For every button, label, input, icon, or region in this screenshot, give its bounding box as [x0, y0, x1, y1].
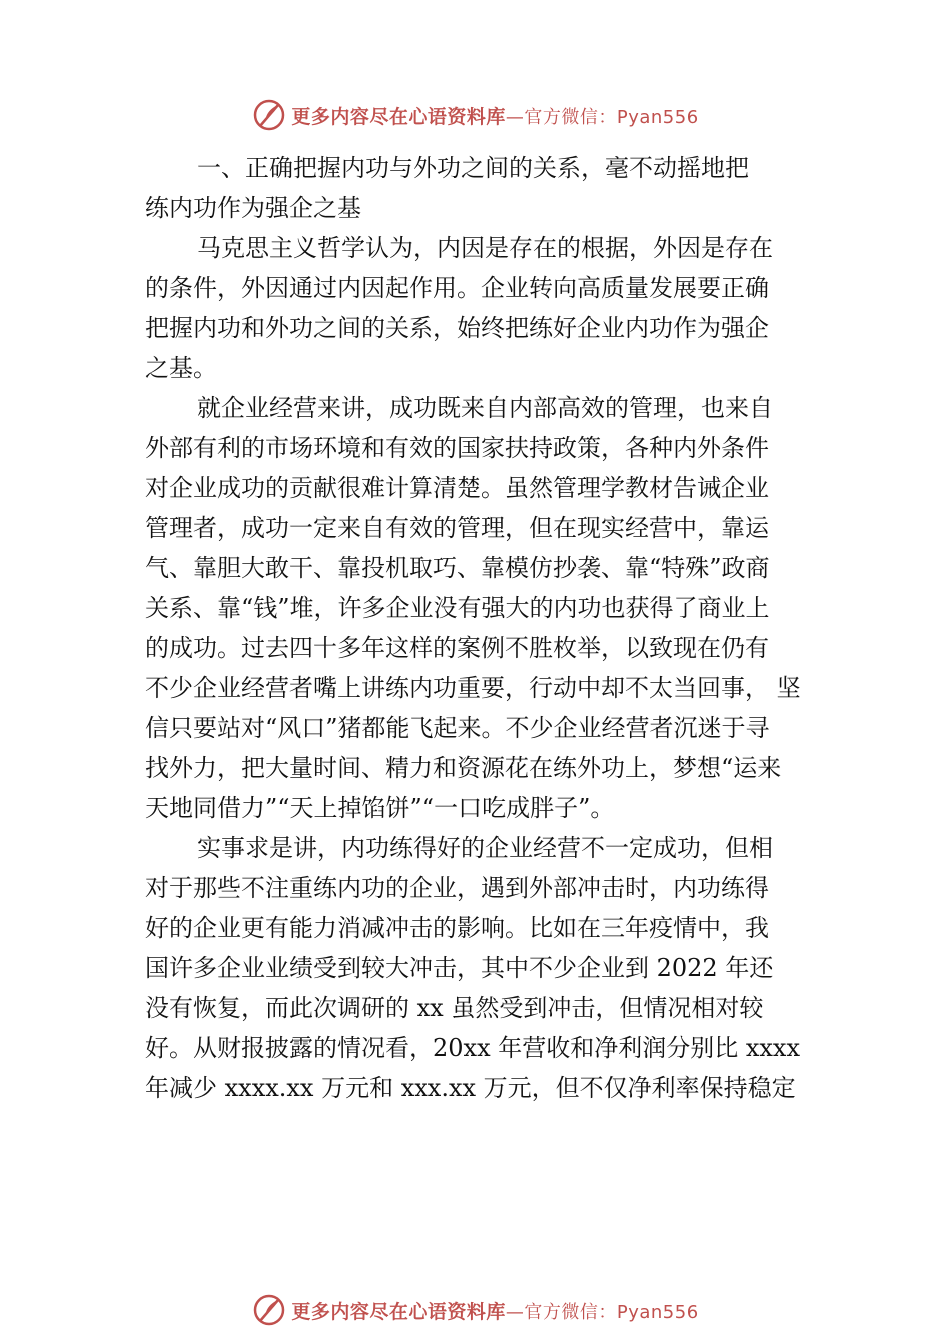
- text-line: 就企业经营来讲，成功既来自内部高效的管理，也来自: [197, 394, 773, 422]
- footer-banner: [0, 1290, 950, 1330]
- banner-title-text: 更多内容尽在心语资料库: [291, 1300, 506, 1323]
- banner-title: [291, 102, 698, 129]
- text-line: 天地同借力”“天上掉馅饼”“一口吃成胖子”。: [145, 794, 615, 822]
- banner-title-text: 更多内容尽在心语资料库: [291, 105, 506, 128]
- header-banner: [0, 95, 950, 135]
- text-line: 的条件，外因通过内因起作用。企业转向高质量发展要正确: [145, 274, 769, 302]
- banner-wechat: —官方微信：Pyan556: [505, 106, 699, 128]
- text-line: 信只要站对“风口”猪都能飞起来。不少企业经营者沉迷于寻: [145, 714, 770, 742]
- text-line: 对企业成功的贡献很难计算清楚。虽然管理学教材告诫企业: [145, 474, 769, 502]
- text-line: 国许多企业业绩受到较大冲击，其中不少企业到 2022 年还: [145, 954, 774, 982]
- banner-wechat: —官方微信：Pyan556: [505, 1301, 699, 1323]
- text-line: 的成功。过去四十多年这样的案例不胜枚举，以致现在仍有: [145, 634, 769, 662]
- text-line: 外部有利的市场环境和有效的国家扶持政策，各种内外条件: [145, 434, 769, 462]
- text-line: 不少企业经营者嘴上讲练内功重要，行动中却不太当回事， 坚: [145, 674, 801, 702]
- text-line: 一、正确把握内功与外功之间的关系，毫不动摇地把: [197, 154, 749, 182]
- text-line: 没有恢复，而此次调研的 xx 虽然受到冲击，但情况相对较: [145, 994, 764, 1022]
- text-line: 年减少 xxxx.xx 万元和 xxx.xx 万元，但不仅净利率保持稳定: [145, 1074, 796, 1102]
- text-line: 之基。: [145, 354, 217, 382]
- quill-logo-icon: [251, 1292, 287, 1328]
- text-line: 好的企业更有能力消减冲击的影响。比如在三年疫情中，我: [145, 914, 769, 942]
- text-line: 马克思主义哲学认为，内因是存在的根据，外因是存在: [197, 234, 773, 262]
- text-line: 管理者，成功一定来自有效的管理，但在现实经营中，靠运: [145, 514, 769, 542]
- text-line: 气、靠胆大敢干、靠投机取巧、靠模仿抄袭、靠“特殊”政商: [145, 554, 770, 582]
- text-line: 找外力，把大量时间、精力和资源花在练外功上，梦想“运来: [145, 754, 782, 782]
- text-line: 关系、靠“钱”堆，许多企业没有强大的内功也获得了商业上: [145, 594, 770, 622]
- document-body: [145, 148, 820, 1108]
- text-line: 实事求是讲，内功练得好的企业经营不一定成功，但相: [197, 834, 773, 862]
- text-line: 好。从财报披露的情况看，20xx 年营收和净利润分别比 xxxx: [145, 1034, 801, 1062]
- text-line: 把握内功和外功之间的关系，始终把练好企业内功作为强企: [145, 314, 769, 342]
- text-line: 练内功作为强企之基: [145, 194, 361, 222]
- quill-logo-icon: [251, 97, 287, 133]
- text-line: 对于那些不注重练内功的企业，遇到外部冲击时，内功练得: [145, 874, 769, 902]
- banner-title: [291, 1297, 698, 1324]
